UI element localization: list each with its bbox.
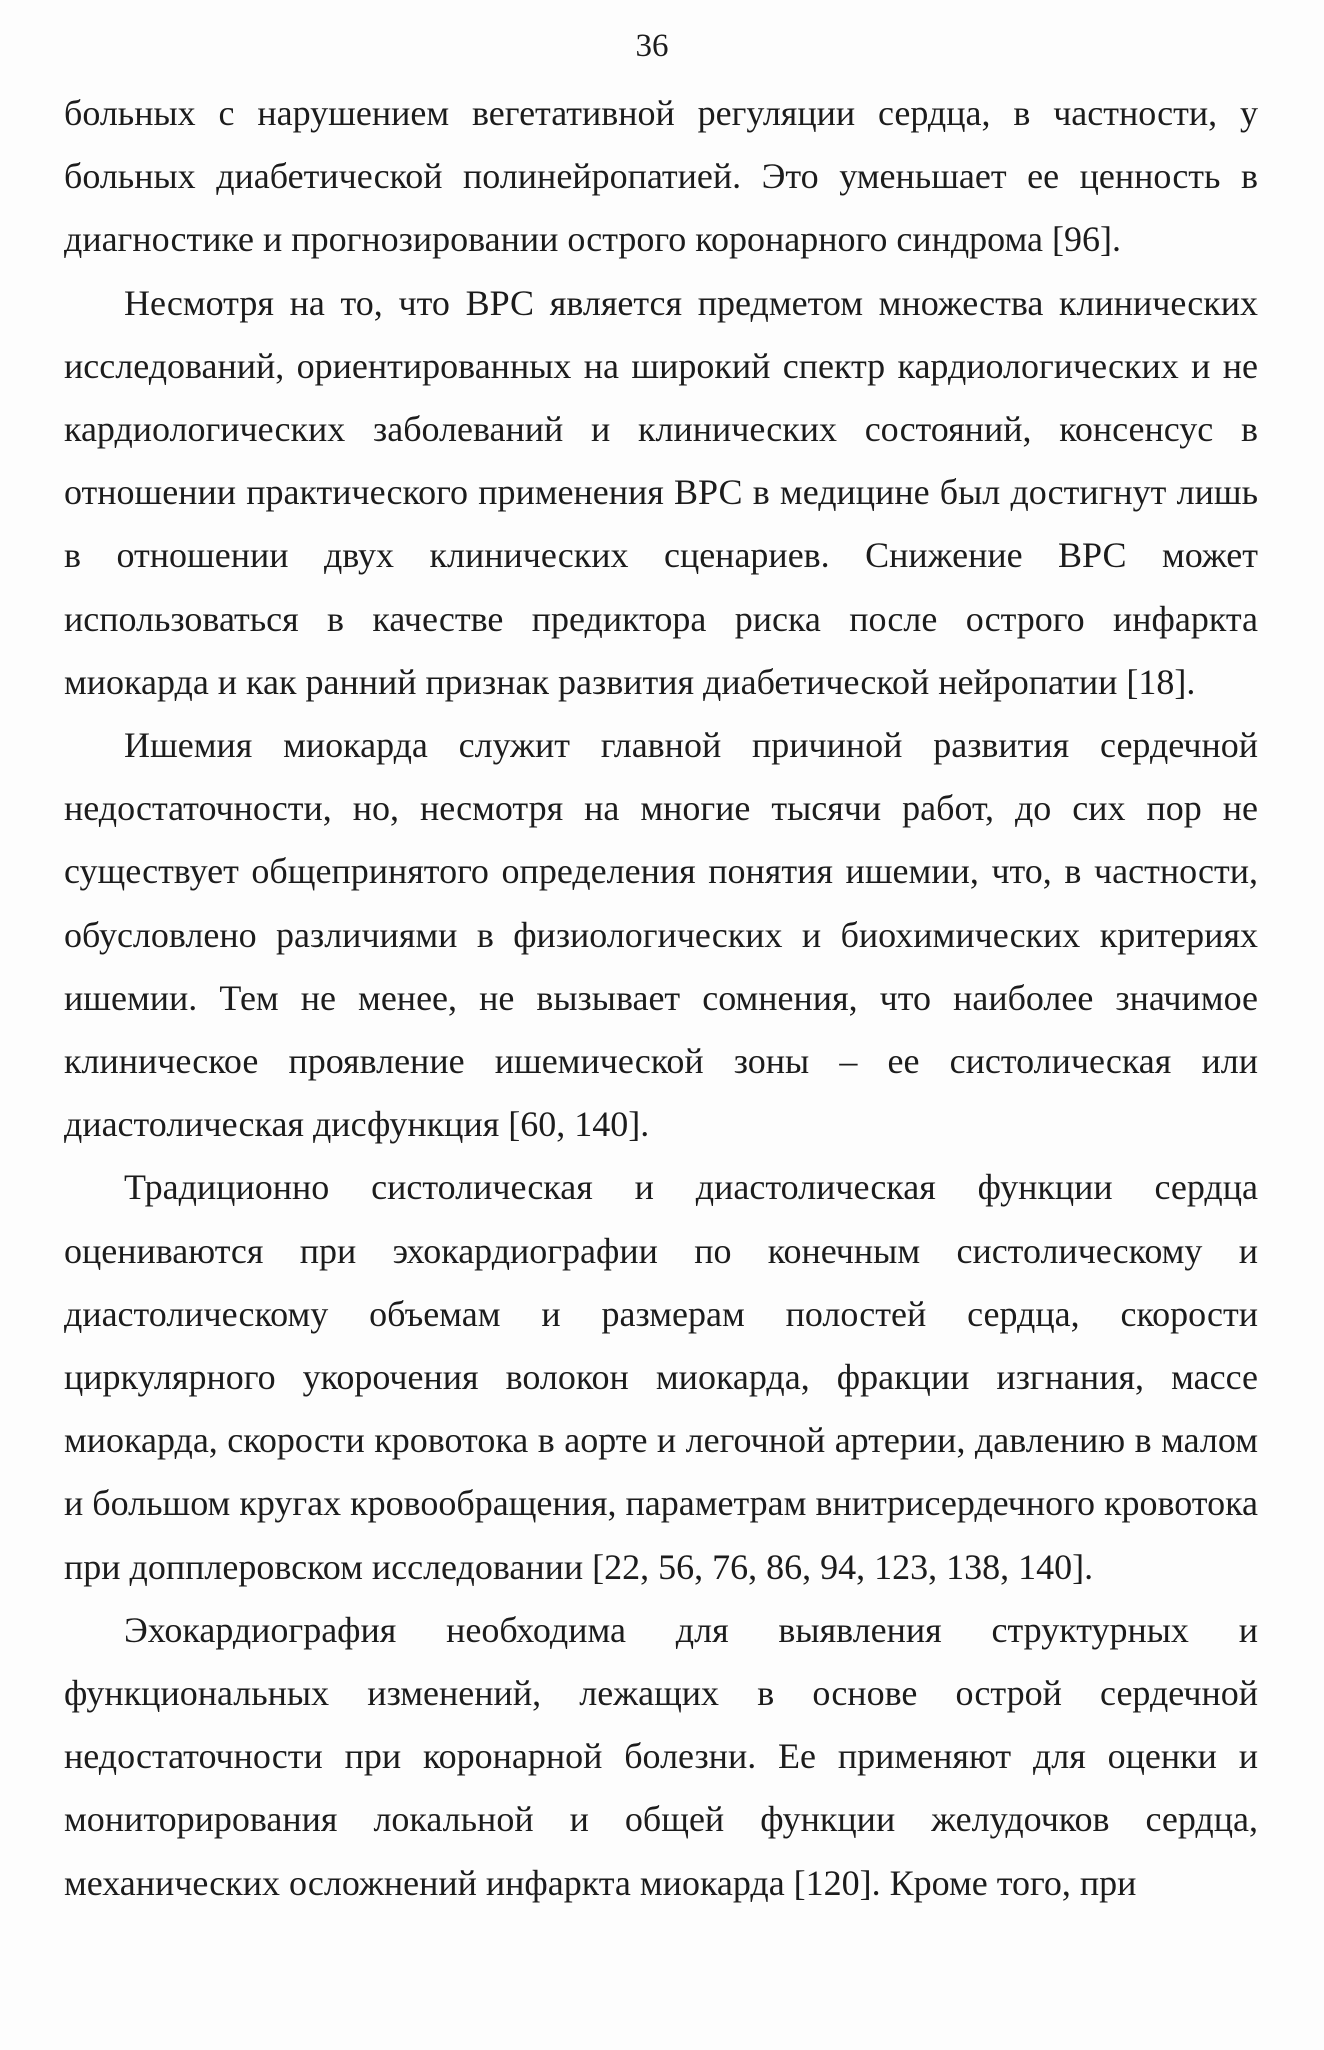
text-body: [64, 82, 1258, 1915]
paragraph-myocardial-ischemia: Ишемия миокарда служит главной причиной развития сердечной недостаточности, но, несмотря на многие тысячи работ, до сих пор не существует общепринятого определения понятия ишемии, что, в частности, обусловлено различиями в физиологических и биохимических критериях ишемии. Тем не менее, не вызывает сомнения, что наиболее значимое клиническое проявление ишемической зоны – ее систолическая или диастолическая дисфункция [60, 140].: [64, 725, 1258, 1145]
paragraph-continuation: больных с нарушением вегетативной регуляции сердца, в частности, у больных диабетической полинейропатией. Это уменьшает ее ценность в диагностике и прогнозировании острого коронарного синдрома [96].: [64, 93, 1258, 260]
paragraph-echocardiography-assessment: Традиционно систолическая и диастолическая функции сердца оцениваются при эхокардиографии по конечным систолическому и диастолическому объемам и размерам полостей сердца, скорости циркулярного укорочения волокон миокарда, фракции изгнания, массе миокарда, скорости кровотока в аорте и легочной артерии, давлению в малом и большом кругах кровообращения, параметрам внитрисердечного кровотока при допплеровском исследовании [22, 56, 76, 86, 94, 123, 138, 140].: [64, 1167, 1258, 1587]
page-number: 36: [635, 28, 669, 64]
paragraph-hrv-consensus: Несмотря на то, что ВРС является предметом множества клинических исследований, ориентированных на широкий спектр кардиологических и не кардиологических заболеваний и клинических состояний, консенсус в отношении практического применения ВРС в медицине был достигнут лишь в отношении двух клинических сценариев. Снижение ВРС может использоваться в качестве предиктора риска после острого инфаркта миокарда и как ранний признак развития диабетической нейропатии [18].: [64, 282, 1258, 702]
paragraph-echocardiography-need: Эхокардиография необходима для выявления структурных и функциональных изменений, лежащих в основе острой сердечной недостаточности при коронарной болезни. Ее применяют для оценки и мониторирования локальной и общей функции желудочков сердца, механических осложнений инфаркта миокарда [120]. Кроме того, при: [64, 1609, 1258, 1903]
